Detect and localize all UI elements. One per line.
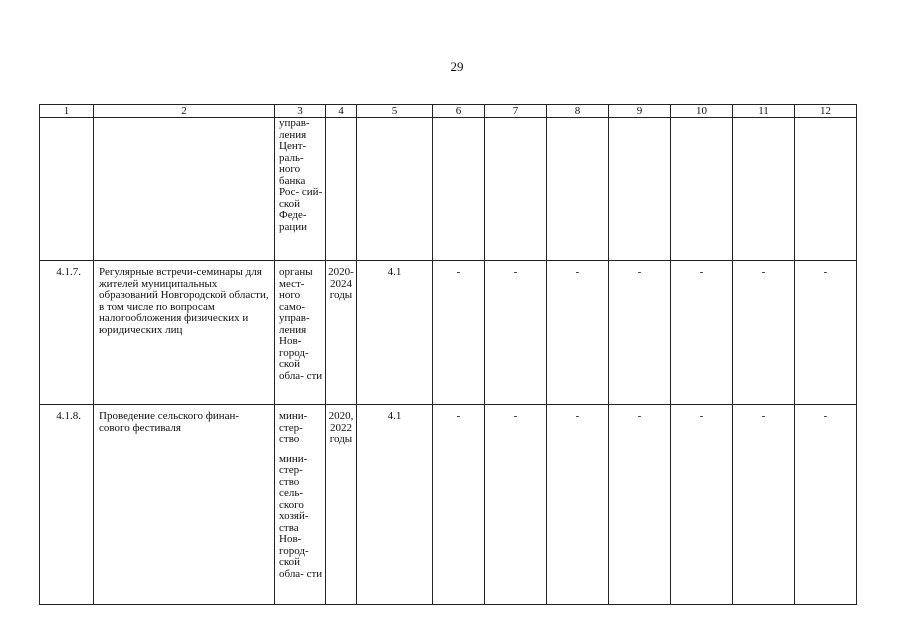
column-number: 10 <box>671 105 733 118</box>
table-row <box>40 118 857 261</box>
column-number: 1 <box>40 105 94 118</box>
item-value: - <box>795 405 857 605</box>
item-value: - <box>485 405 547 605</box>
item-value <box>609 118 671 261</box>
item-value: - <box>671 261 733 405</box>
item-value: - <box>671 405 733 605</box>
column-number: 4 <box>326 105 357 118</box>
column-number: 3 <box>275 105 326 118</box>
item-value <box>485 118 547 261</box>
item-period: 2020, 2022 годы <box>326 405 357 605</box>
column-number: 2 <box>94 105 275 118</box>
table-row <box>40 261 857 405</box>
item-value: - <box>433 405 485 605</box>
item-name <box>94 118 275 261</box>
page-number: 29 <box>450 59 464 74</box>
item-executor: мини- стер- ство <box>279 410 308 445</box>
item-executor: органы мест- ного само- управ- ления Нов- город- ской обла- сти <box>275 261 326 405</box>
item-value <box>547 118 609 261</box>
item-period <box>326 118 357 261</box>
item-value: - <box>795 261 857 405</box>
column-number-row <box>40 105 857 118</box>
column-number: 8 <box>547 105 609 118</box>
item-value: - <box>733 405 795 605</box>
item-target: 4.1 <box>357 261 433 405</box>
item-value: - <box>609 261 671 405</box>
item-period: 2020- 2024 годы <box>326 261 357 405</box>
item-value: - <box>733 261 795 405</box>
item-value: - <box>547 405 609 605</box>
item-executor-secondary: мини- стер- ство сель- ского хозяй- ства Нов- город- ской обла- сти <box>279 452 323 580</box>
item-target <box>357 118 433 261</box>
item-target: 4.1 <box>357 405 433 605</box>
table-row <box>40 405 857 605</box>
item-value: - <box>433 261 485 405</box>
item-number: 4.1.8. <box>40 405 94 605</box>
item-name: Проведение сельского финан- сового фестиваля <box>94 405 275 605</box>
column-number: 7 <box>485 105 547 118</box>
plan-table <box>39 104 857 605</box>
item-value: - <box>547 261 609 405</box>
column-number: 11 <box>733 105 795 118</box>
item-number: 4.1.7. <box>40 261 94 405</box>
item-value: - <box>609 405 671 605</box>
column-number: 6 <box>433 105 485 118</box>
item-value <box>795 118 857 261</box>
item-executor-cell <box>275 405 326 605</box>
column-number: 5 <box>357 105 433 118</box>
item-value <box>671 118 733 261</box>
column-number: 12 <box>795 105 857 118</box>
item-executor: управ- ления Цент- раль- ного банка Рос- сий- ской Феде- рации <box>275 118 326 261</box>
item-name: Регулярные встречи-семинары для жителей муниципальных образований Новгородской области, в том числе по вопросам налогообложения физических и юридических лиц <box>94 261 275 405</box>
item-value <box>433 118 485 261</box>
item-number <box>40 118 94 261</box>
column-number: 9 <box>609 105 671 118</box>
item-value <box>733 118 795 261</box>
item-value: - <box>485 261 547 405</box>
